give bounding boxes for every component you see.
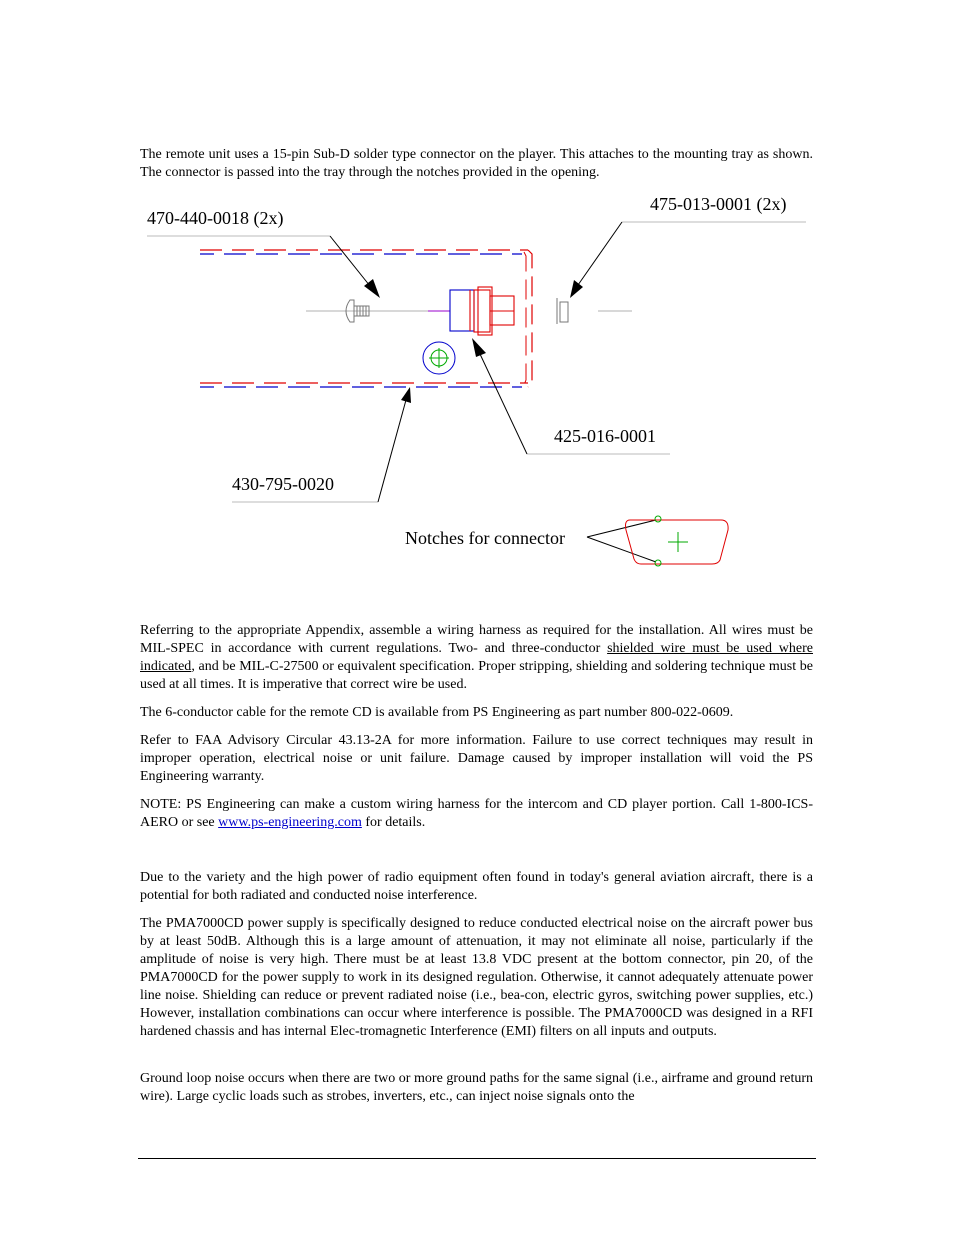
noise-paragraph-1: Due to the variety and the high power of radio equipment often found in today's general aviation aircraft, there is a potential for both radiated and conducted noise interference. bbox=[140, 870, 813, 903]
label-tray-part: 430-795-0020 bbox=[232, 474, 334, 494]
wiring-paragraph-2: The 6-conductor cable for the remote CD is available from PS Engineering as part number 800-022-0609. bbox=[140, 705, 734, 720]
wiring-paragraph-4: NOTE: PS Engineering can make a custom wiring harness for the intercom and CD player portion. Call 1-800-ICS-AERO or see www.ps-engineering.com for details. bbox=[140, 797, 813, 830]
mounting-tray bbox=[200, 250, 532, 387]
shielded-wire-note: shielded wire must be used where indicated bbox=[140, 641, 813, 674]
nut bbox=[557, 298, 568, 324]
label-screw-part: 470-440-0018 (2x) bbox=[147, 208, 284, 228]
connector bbox=[428, 287, 514, 335]
noise-paragraph-3: Ground loop noise occurs when there are two or more ground paths for the same signal (i.e., airframe and ground return wire). Large cyclic loads such as strobes, inverters, etc., can inject noise signals onto the bbox=[140, 1071, 813, 1104]
footer-rule bbox=[138, 1158, 816, 1159]
label-notches: Notches for connector bbox=[405, 528, 565, 548]
label-connector-part: 425-016-0001 bbox=[554, 426, 656, 446]
wiring-paragraph-1: Referring to the appropriate Appendix, assemble a wiring harness as required for the installation. All wires must be MIL-SPEC in accordance with current regulations. Two- and three-conductor shielded wire must be used where indicated, and be MIL-C-27500 or equivalent specification. Proper stripping, shielding and soldering technique must be used at all times. It is imperative that correct wire be used. bbox=[140, 623, 813, 692]
connector-assembly-diagram bbox=[0, 0, 954, 600]
round-hole bbox=[423, 342, 455, 374]
wiring-paragraph-3: Refer to FAA Advisory Circular 43.13-2A for more information. Failure to use correct techniques may result in improper operation, electrical noise or unit failure. Damage caused by improper installation will void the PS Engineering warranty. bbox=[140, 733, 813, 784]
ps-engineering-link[interactable]: www.ps-engineering.com bbox=[218, 815, 362, 830]
noise-paragraph-2: The PMA7000CD power supply is specifically designed to reduce conducted electrical noise on the aircraft power bus by at least 50dB. Although this is a large amount of attenuation, it may not eliminate all noise, particularly if the amplitude of noise is very high. There must be at least 13.8 VDC present at the bottom connector, pin 20, of the PMA7000CD for the power supply to work in its designed regulation. Otherwise, it cannot adequately attenuate power line noise. Shielding can reduce or prevent radiated noise (i.e., bea-con, electric gyros, switching power supplies, etc.) However, installation combinations can occur where interference is possible. The PMA7000CD was designed in a RFI hardened chassis and has internal Elec-tromagnetic Interference (EMI) filters on all inputs and outputs. bbox=[140, 916, 813, 1039]
label-nut-part: 475-013-0001 (2x) bbox=[650, 194, 787, 214]
intro-paragraph: The remote unit uses a 15-pin Sub-D solder type connector on the player. This attaches to the mounting tray as shown. The connector is passed into the tray through the notches provided in the opening. bbox=[140, 147, 813, 180]
leader-lines bbox=[330, 222, 656, 562]
